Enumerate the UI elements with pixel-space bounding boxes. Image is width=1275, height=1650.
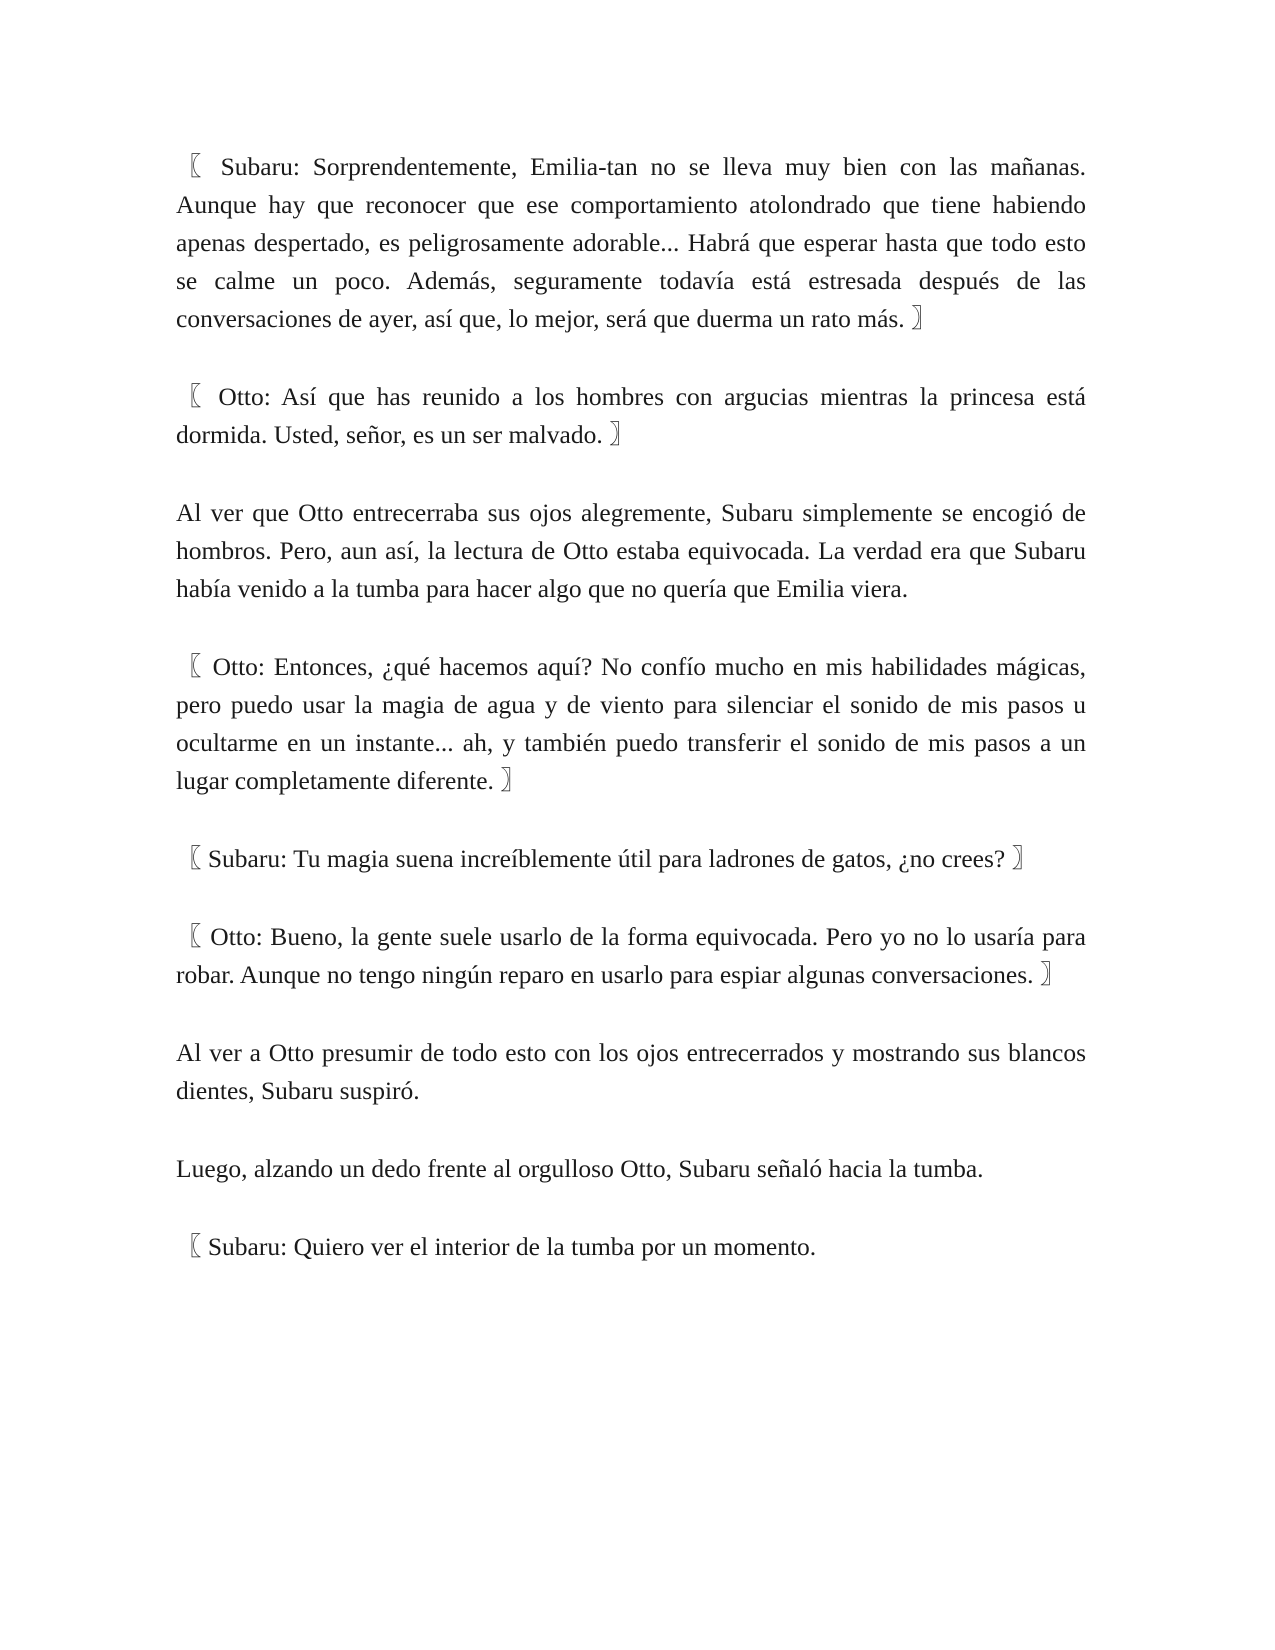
paragraph-7: Al ver a Otto presumir de todo esto con los ojos entrecerrados y mostrando sus blancos dientes, Subaru suspiró. [176, 1038, 1086, 1105]
document-page [176, 148, 1086, 1306]
paragraph-4: 〖 Otto: Entonces, ¿qué hacemos aquí? No confío mucho en mis habilidades mágicas, pero puedo usar la magia de agua y de viento para silenciar el sonido de mis pasos u ocultarme en un instante... ah, y también puedo transferir el sonido de mis pasos a un lugar completamente diferente. 〗 [176, 652, 1086, 795]
paragraph-9: 〖 Subaru: Quiero ver el interior de la tumba por un momento. [176, 1232, 817, 1261]
paragraph-3: Al ver que Otto entrecerraba sus ojos alegremente, Subaru simplemente se encogió de hombros. Pero, aun así, la lectura de Otto estaba equivocada. La verdad era que Subaru había venido a la tumba para hacer algo que no quería que Emilia viera. [176, 498, 1086, 603]
paragraph-2: 〖 Otto: Así que has reunido a los hombres con argucias mientras la princesa está dormida. Usted, señor, es un ser malvado. 〗 [176, 382, 1086, 449]
paragraph-6: 〖 Otto: Bueno, la gente suele usarlo de la forma equivocada. Pero yo no lo usaría para robar. Aunque no tengo ningún reparo en usarlo para espiar algunas conversaciones. 〗 [176, 922, 1086, 989]
paragraph-1: 〖 Subaru: Sorprendentemente, Emilia-tan no se lleva muy bien con las mañanas. Aunque hay que reconocer que ese comportamiento atolondrado que tiene habiendo apenas despertado, es peligrosamente adorable... Habrá que esperar hasta que todo esto se calme un poco. Además, seguramente todavía está estresada después de las conversaciones de ayer, así que, lo mejor, será que duerma un rato más. 〗 [176, 152, 1086, 333]
paragraph-5: 〖 Subaru: Tu magia suena increíblemente útil para ladrones de gatos, ¿no crees? 〗 [176, 844, 1038, 873]
paragraph-8: Luego, alzando un dedo frente al orgulloso Otto, Subaru señaló hacia la tumba. [176, 1154, 984, 1183]
